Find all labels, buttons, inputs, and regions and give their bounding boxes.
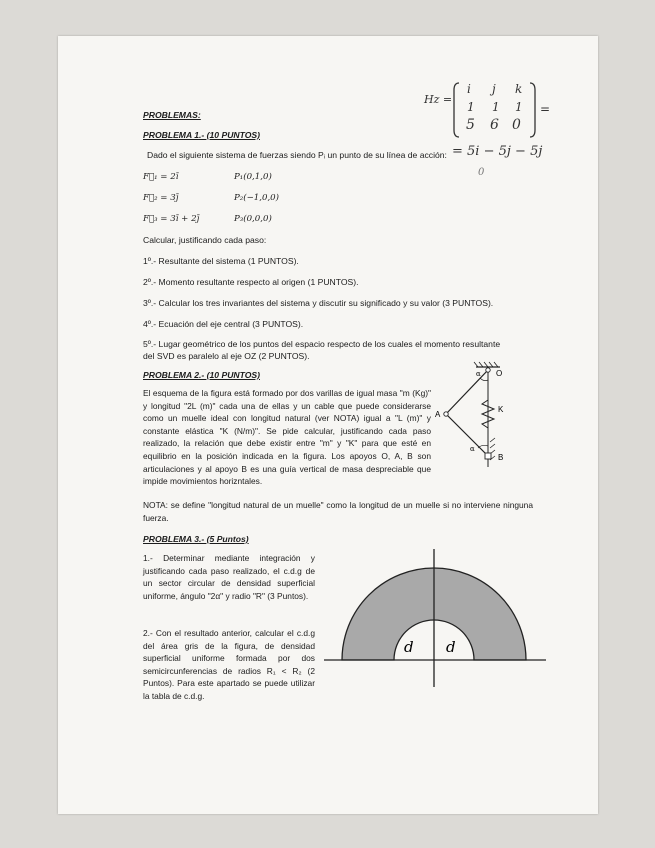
- label-alpha-bottom: α: [470, 445, 475, 453]
- problem1-step: del SVD es paralelo al eje OZ (2 PUNTOS).: [143, 351, 310, 361]
- problem1-title: PROBLEMA 1.- (10 PUNTOS): [143, 130, 260, 140]
- matrix-cell: 5: [466, 117, 475, 133]
- semicircle-figure: [318, 545, 546, 690]
- matrix-cell: i: [467, 82, 471, 96]
- problem1-intro: Dado el siguiente sistema de fuerzas siendo Pᵢ un punto de su línea de acción:: [147, 150, 447, 160]
- problem3-part2: 2.- Con el resultado anterior, calcular el c.d.g del área gris de la figura, de densidad superficial uniforme formada por dos semicircunferencias de radios R₁ < R₂ (2 Puntos). Para este apartado se puede utilizar la tabla de c.d.g.: [143, 628, 315, 701]
- problems-heading: PROBLEMAS:: [143, 110, 201, 120]
- label-d-left: d: [404, 638, 414, 656]
- force-3: F⃗₃ = 3ī + 2ȷ̄: [143, 214, 200, 224]
- handwritten-zero: 0: [478, 167, 485, 178]
- problem3-title: PROBLEMA 3.- (5 Puntos): [143, 534, 249, 544]
- matrix-cell: 6: [490, 117, 499, 133]
- matrix-cell: j: [492, 82, 496, 96]
- label-k: K: [498, 405, 504, 414]
- force-2: F⃗₂ = 3ȷ̄: [143, 193, 179, 203]
- matrix-cell: 1: [515, 100, 523, 114]
- handwritten-equals: =: [540, 102, 551, 116]
- matrix-cell: 1: [467, 100, 475, 114]
- matrix-cell: 1: [492, 100, 500, 114]
- point-2: P₂(−1,0,0): [234, 193, 279, 203]
- problem2-body: El esquema de la figura está formado por dos varillas de igual masa "m (Kg)" y longitud "2L (m)" cada una de ellas y un cable que puede considerarse como un muelle ideal con longitud natural (ver NOTA) igual a "L (m)" y constante elástica "K (N/m)". Se pide calcular, justificando cada paso realizado, la relación que debe existir entre "m" y "K" para que esté en equilibrio en la posición indicada en la figura. Los apoyos O, A, B son articulaciones y al apoyo B es una guía vertical de masa despreciable que impide movimientos horizntales.: [143, 388, 431, 487]
- problem3-part1: 1.- Determinar mediante integración y justificando cada paso realizado, el c.d.g de un sector circular de densidad superficial uniforme, ángulo "2α" y radio "R" (3 Puntos).: [143, 553, 315, 601]
- problem1-step: 4º.- Ecuación del eje central (3 PUNTOS).: [143, 319, 304, 329]
- problem2-note: NOTA: se define "longitud natural de un muelle" como la longitud de un muelle si no interviene ninguna fuerza.: [143, 500, 533, 523]
- label-o: O: [496, 369, 503, 378]
- point-1: P₁(0,1,0): [234, 172, 272, 182]
- problem1-instruction: Calcular, justificando cada paso:: [143, 235, 267, 245]
- matrix-bracket-right: [528, 82, 536, 138]
- matrix-cell: 0: [512, 117, 521, 133]
- problem1-step: 1º.- Resultante del sistema (1 PUNTOS).: [143, 256, 299, 266]
- matrix-bracket-left: [453, 82, 461, 138]
- problem1-step: 3º.- Calcular los tres invariantes del sistema y discutir su significado y su valor (3 PUNTOS).: [143, 298, 494, 308]
- mechanism-figure: [432, 362, 522, 472]
- point-3: P₃(0,0,0): [234, 214, 272, 224]
- problem1-step: 2º.- Momento resultante respecto al origen (1 PUNTOS).: [143, 277, 359, 287]
- handwritten-result: = 5i − 5j − 5j: [452, 144, 543, 159]
- label-a: A: [435, 410, 441, 419]
- matrix-cell: k: [515, 82, 523, 96]
- label-d-right: d: [446, 638, 456, 656]
- force-1: F⃗₁ = 2ī: [143, 172, 179, 182]
- problem1-step: 5º.- Lugar geométrico de los puntos del espacio respecto de los cuales el momento resultante: [143, 339, 501, 349]
- problem2-title: PROBLEMA 2.- (10 PUNTOS): [143, 370, 260, 380]
- label-alpha-top: α: [476, 370, 481, 378]
- handwritten-hz-label: Hz =: [424, 93, 453, 106]
- label-b: B: [498, 453, 504, 462]
